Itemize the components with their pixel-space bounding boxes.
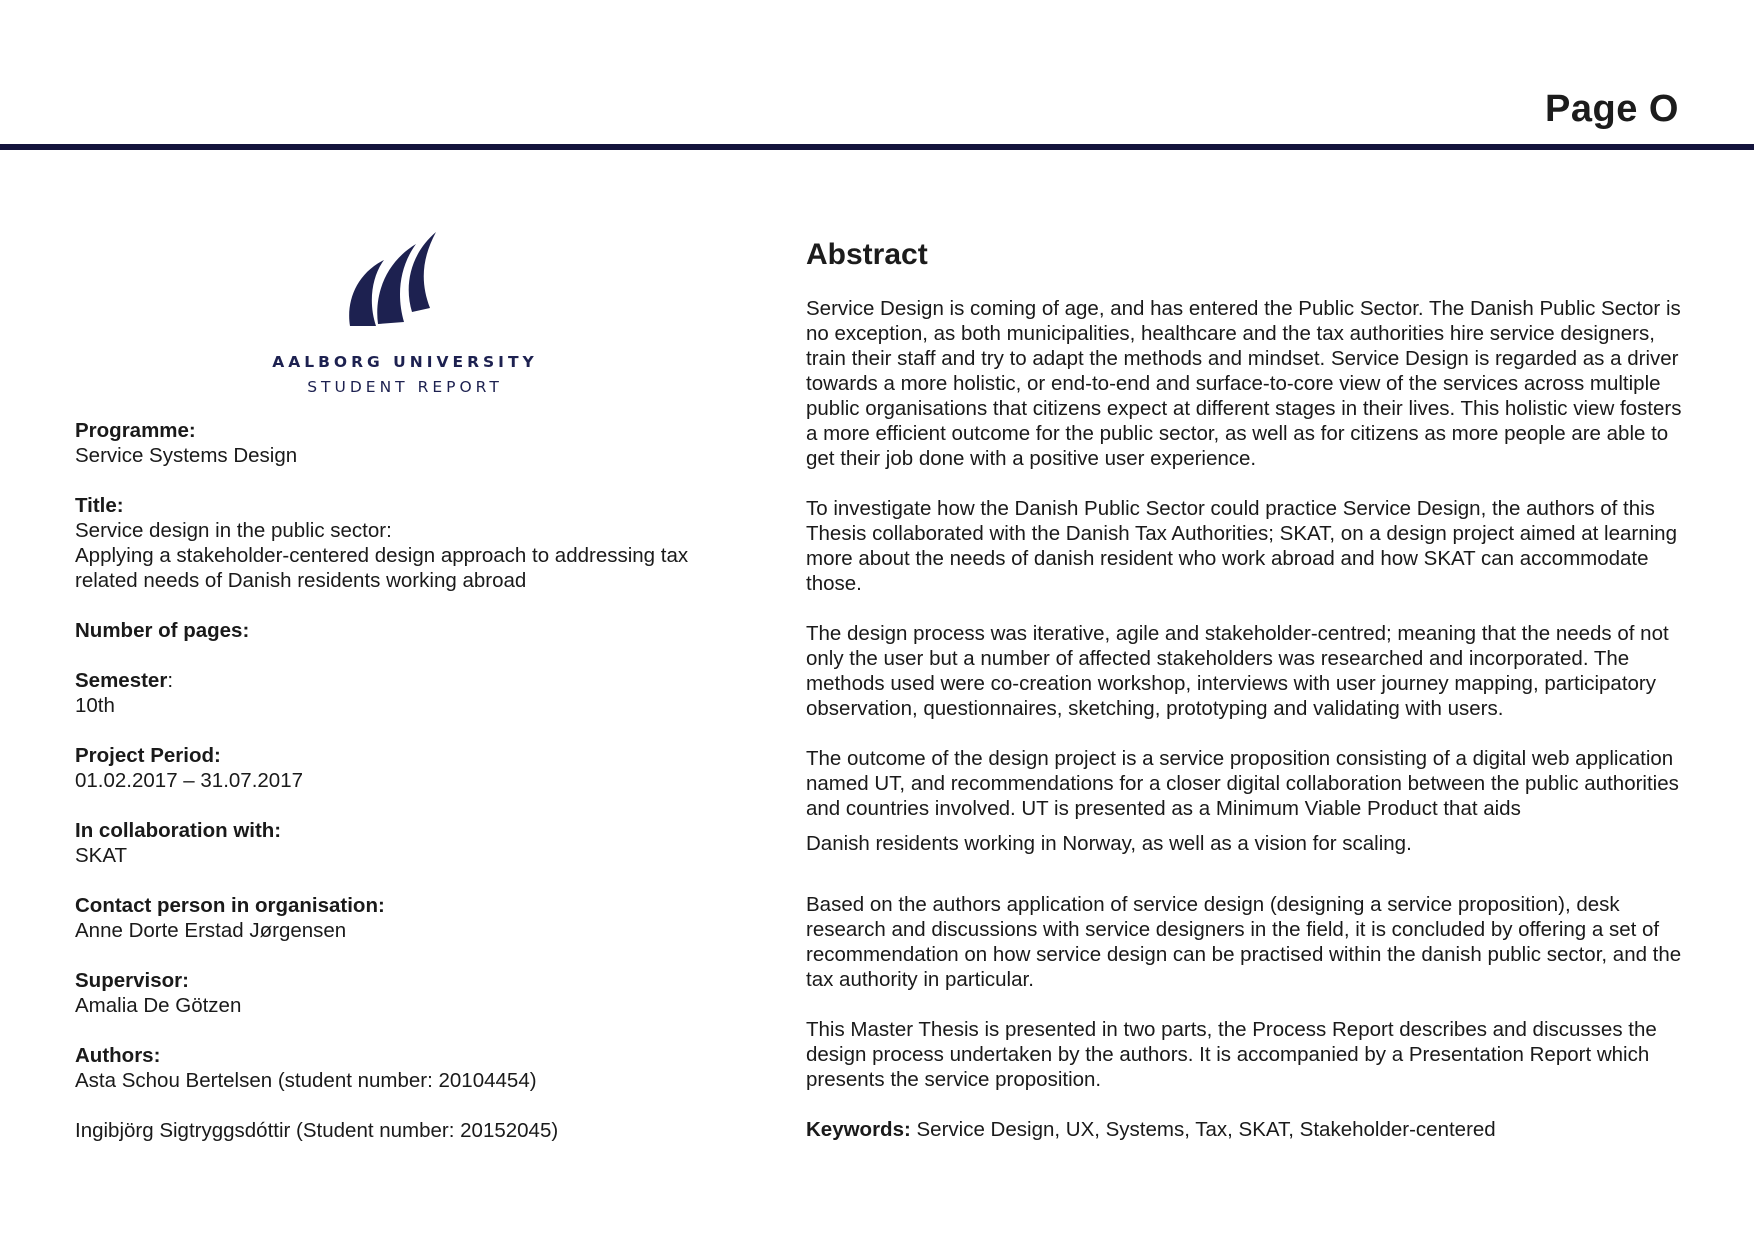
- author-2: Ingibjörg Sigtryggsdóttir (Student number: 20152045): [75, 1119, 559, 1142]
- author-spacer: [75, 1093, 755, 1118]
- fact-supervisor: [75, 968, 755, 1018]
- fact-collaboration: [75, 818, 755, 868]
- abstract-paragraph: The design process was iterative, agile and stakeholder-centred; meaning that the needs of not only the user but a number of affected stakeholders was researched and incorporated. The methods used were co-creation workshop, interviews with user journey mapping, participatory observation, questionnaires, sketching, prototyping and validating with users.: [806, 622, 1669, 720]
- semester-label: Semester: [75, 669, 168, 692]
- abstract-paragraph: This Master Thesis is presented in two parts, the Process Report describes and discusses the design process undertaken by the authors. It is accompanied by a Presentation Report which presents the service proposition.: [806, 1018, 1657, 1091]
- semester-value: 10th: [75, 694, 115, 717]
- authors-label: Authors:: [75, 1044, 161, 1067]
- keywords-value: Service Design, UX, Systems, Tax, SKAT, Stakeholder-centered: [910, 1118, 1496, 1141]
- collaboration-value: SKAT: [75, 844, 128, 867]
- fact-programme: [75, 418, 755, 468]
- abstract-heading: Abstract: [806, 238, 928, 271]
- author-1: Asta Schou Bertelsen (student number: 20104454): [75, 1069, 537, 1092]
- report-facts: [75, 418, 755, 1168]
- programme-label: Programme:: [75, 419, 196, 442]
- abstract-body: [806, 296, 1686, 1142]
- fact-semester: [75, 668, 755, 718]
- title-label: Title:: [75, 494, 124, 517]
- page-header: [0, 0, 1754, 146]
- report-type: STUDENT REPORT: [307, 378, 503, 396]
- period-value: 01.02.2017 – 31.07.2017: [75, 769, 303, 792]
- abstract-paragraph: The outcome of the design project is a service proposition consisting of a digital web application named UT, and recommendations for a closer digital collaboration between the public authorities and countries involved. UT is presented as a Minimum Viable Product that aids: [806, 747, 1679, 820]
- supervisor-value: Amalia De Götzen: [75, 994, 242, 1017]
- keywords-line: [806, 1117, 1686, 1142]
- abstract-paragraph: Based on the authors application of service design (designing a service proposition), desk research and discussions with service designers in the field, it is concluded by offering a set of recommendation on how service design can be practised within the danish public sector, and the tax authority in particular.: [806, 893, 1682, 991]
- contact-value: Anne Dorte Erstad Jørgensen: [75, 919, 347, 942]
- logo-block: [75, 232, 735, 402]
- collaboration-label: In collaboration with:: [75, 819, 282, 842]
- contact-label: Contact person in organisation:: [75, 894, 385, 917]
- fact-period: [75, 743, 755, 793]
- supervisor-label: Supervisor:: [75, 969, 189, 992]
- semester-label-row: [75, 668, 755, 693]
- title-line-1: Service design in the public sector:: [75, 519, 392, 542]
- abstract-paragraph: Service Design is coming of age, and has entered the Public Sector. The Danish Public Sector is no exception, as both municipalities, healthcare and the tax authorities hire service designers, train their staff and try to adapt the methods and mindset. Service Design is regarded as a driver towards a more holistic, or end-to-end and surface-to-core view of the services across multiple public organisations that citizens expect at different stages in their lives. This holistic view fosters a more efficient outcome for the public sector, as well as for citizens as more people are able to get their job done with a positive user experience.: [806, 297, 1682, 470]
- fact-pages: [75, 618, 755, 643]
- pages-label: Number of pages:: [75, 619, 250, 642]
- page-number-label: Page O: [1545, 88, 1679, 130]
- fact-contact: [75, 893, 755, 943]
- abstract-paragraph: Danish residents working in Norway, as well as a vision for scaling.: [806, 832, 1412, 855]
- abstract-paragraph: To investigate how the Danish Public Sector could practice Service Design, the authors of this Thesis collaborated with the Danish Tax Authorities; SKAT, on a design project aimed at learning more about the needs of danish resident who work abroad and how SKAT can accommodate those.: [806, 497, 1677, 595]
- fact-authors: [75, 1043, 755, 1143]
- programme-value: Service Systems Design: [75, 444, 298, 467]
- aalborg-university-logo-icon: [346, 232, 438, 326]
- university-name: AALBORG UNIVERSITY: [272, 353, 538, 371]
- keywords-label: Keywords:: [806, 1118, 911, 1141]
- header-divider: [0, 144, 1754, 150]
- fact-title: [75, 493, 755, 593]
- semester-colon: :: [167, 669, 174, 692]
- period-label: Project Period:: [75, 744, 221, 767]
- title-line-2: Applying a stakeholder-centered design approach to addressing tax related needs of Danish residents working abroad: [75, 544, 689, 592]
